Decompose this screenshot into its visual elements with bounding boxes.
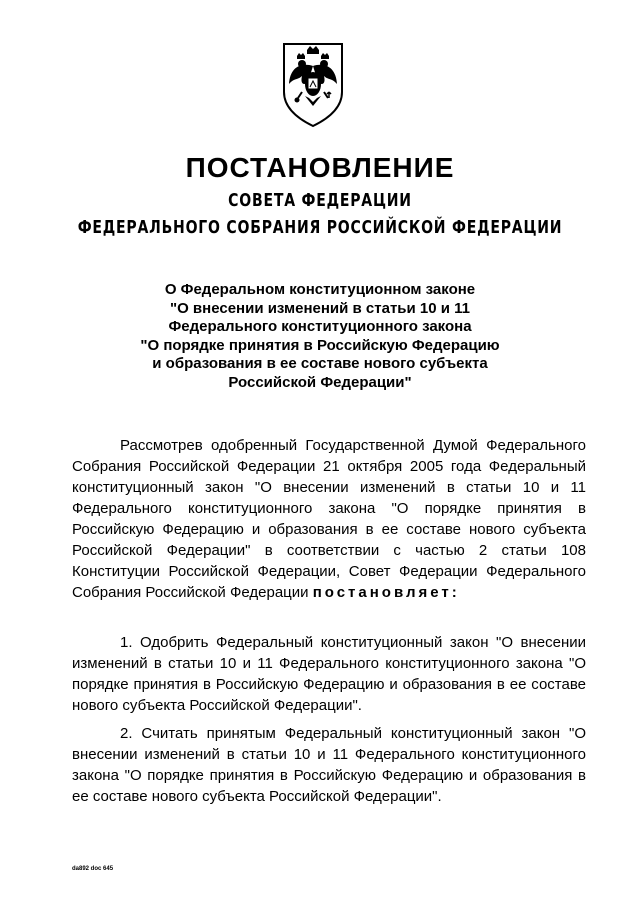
subject-line: и образования в ее составе нового субъекта: [152, 355, 488, 372]
decree-word: постановляет:: [312, 584, 460, 601]
subject-line: О Федеральном конституционном законе: [164, 281, 476, 298]
preamble-paragraph: [72, 435, 586, 603]
subject-line: Федерального конституционного закона: [168, 318, 472, 335]
subject-line: Российской Федерации": [228, 373, 412, 391]
issuing-body-line1: СОВЕТА ФЕДЕРАЦИИ: [228, 190, 412, 211]
subject-line: "О внесении изменений в статьи 10 и 11: [169, 299, 470, 317]
document-title: ПОСТАНОВЛЕНИЕ: [185, 152, 455, 183]
resolution-item-1: 1. Одобрить Федеральный конституционный закон "О внесении изменений в статьи 10 и 11 Федерального конституционного закона "О порядке принятия в Российскую Федерацию и образования в ее составе нового субъекта Российской Федерации".: [72, 634, 586, 714]
coat-of-arms-icon: [280, 40, 346, 130]
preamble-text: Рассмотрев одобренный Государственной Думой Федерального Собрания Российской Федерации 21 октября 2005 года Федеральный конституционный закон "О внесении изменений в статьи 10 и 11 Федерального конституционного закона "О порядке принятия в Российскую Федерацию и образования в ее составе нового субъекта Российской Федерации" в соответствии с частью 2 статьи 108 Конституции Российской Федерации, Совет Федерации Федерального Собрания Российской Федерации: [72, 437, 586, 601]
issuing-body-line2: ФЕДЕРАЛЬНОГО СОБРАНИЯ РОССИЙСКОЙ ФЕДЕРАЦИИ: [77, 217, 563, 238]
document-subject: [0, 281, 640, 392]
file-code: da892 doc 645: [72, 866, 114, 872]
resolution-item-2: 2. Считать принятым Федеральный конституционный закон "О внесении изменений в статьи 10 и 11 Федерального конституционного закона "О порядке принятия в Российскую Федерацию и образования в ее составе нового субъекта Российской Федерации".: [72, 725, 586, 805]
subject-line: "О порядке принятия в Российскую Федерацию: [140, 336, 500, 354]
